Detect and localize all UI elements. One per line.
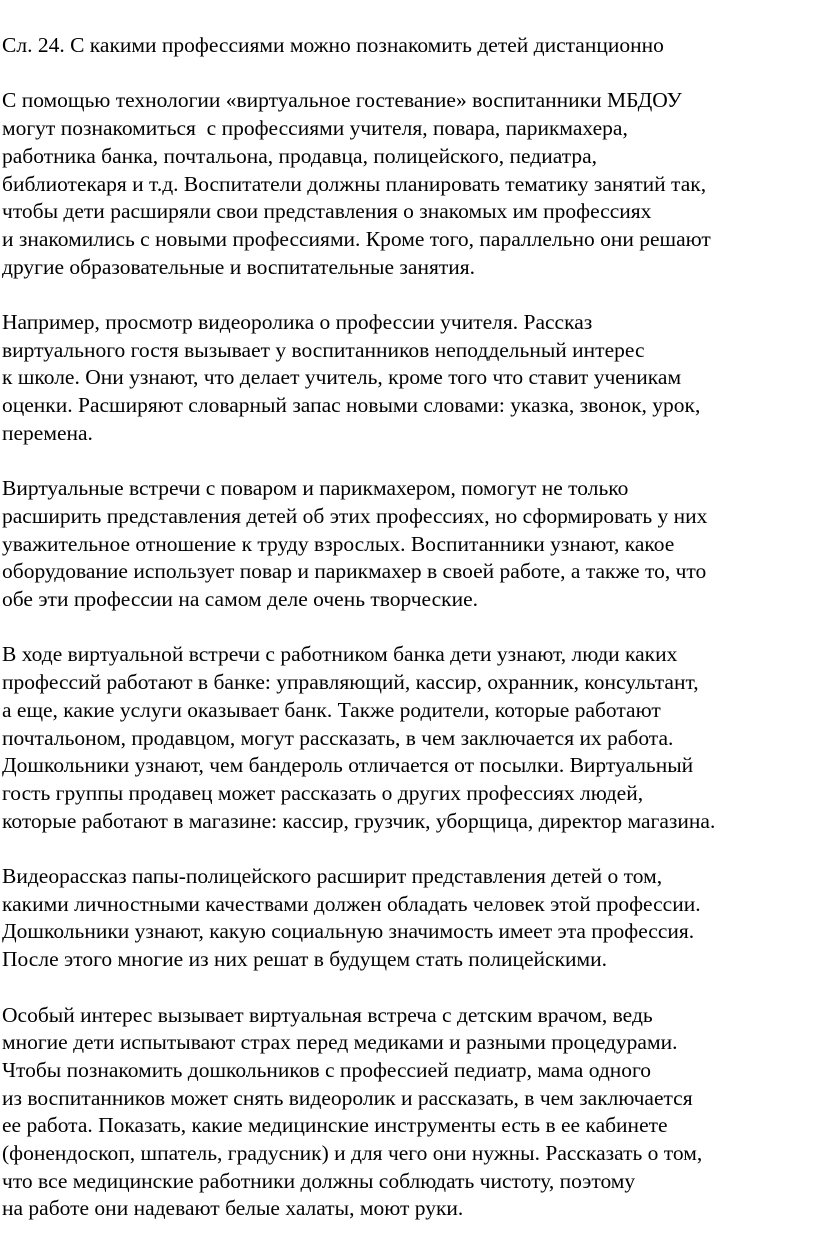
paragraph-intro xyxy=(2,87,816,281)
text-line: С помощью технологии «виртуальное гостевание» воспитанники МБДОУ xyxy=(2,88,682,113)
paragraph-gap xyxy=(2,60,816,88)
slide-title xyxy=(2,32,816,60)
paragraph-gap xyxy=(2,614,816,642)
text-line: какими личностными качествами должен обладать человек этой профессии. xyxy=(2,891,701,916)
paragraph-gap xyxy=(2,281,816,309)
text-line: библиотекаря и т.д. Воспитатели должны планировать тематику занятий так, xyxy=(2,171,707,196)
paragraph-gap xyxy=(2,974,816,1002)
text-line: уважительное отношение к труду взрослых. Воспитанники узнают, какое xyxy=(2,531,675,556)
text-line: работника банка, почтальона, продавца, полицейского, педиатра, xyxy=(2,143,598,168)
text-line: которые работают в магазине: кассир, грузчик, уборщица, директор магазина. xyxy=(2,808,716,833)
paragraph-gap xyxy=(2,448,816,476)
paragraph-bank xyxy=(2,641,816,835)
text-line: Чтобы познакомить дошкольников с профессией педиатр, мама одного xyxy=(2,1057,652,1082)
text-line: расширить представления детей об этих профессиях, но сформировать у них xyxy=(2,503,708,528)
text-line: профессий работают в банке: управляющий, кассир, охранник, консультант, xyxy=(2,670,699,695)
text-line: Дошкольники узнают, какую социальную значимость имеет эта профессия. xyxy=(2,919,695,944)
text-line: на работе они надевают белые халаты, моют руки. xyxy=(2,1196,464,1221)
text-line: оценки. Расширяют словарный запас новыми словами: указка, звонок, урок, xyxy=(2,393,701,418)
text-line: Например, просмотр видеоролика о профессии учителя. Рассказ xyxy=(2,310,593,334)
text-line: и знакомились с новыми профессиями. Кроме того, параллельно они решают xyxy=(2,226,711,251)
paragraph-gap xyxy=(2,835,816,863)
text-line: Видеорассказ папы-полицейского расширит представления детей о том, xyxy=(2,864,663,889)
text-line: гость группы продавец может рассказать о других профессиях людей, xyxy=(2,780,644,805)
text-line: Особый интерес вызывает виртуальная встреча с детским врачом, ведь xyxy=(2,1002,653,1027)
text-line: из воспитанников может снять видеоролик и рассказать, в чем заключается xyxy=(2,1085,693,1110)
text-line: Виртуальные встречи с поваром и парикмахером, помогут не только xyxy=(2,476,629,501)
text-line: обе эти профессии на самом деле очень творческие. xyxy=(2,587,479,612)
paragraph-teacher xyxy=(2,309,816,448)
text-line: (фонендоскоп, шпатель, градусник) и для чего они нужны. Рассказать о том, xyxy=(2,1141,703,1166)
text-line: ее работа. Показать, какие медицинские инструменты есть в ее кабинете xyxy=(2,1113,668,1138)
text-line: другие образовательные и воспитательные занятия. xyxy=(2,254,475,279)
paragraph-pediatrician xyxy=(2,1002,816,1224)
text-line: многие дети испытывают страх перед медиками и разными процедурами. xyxy=(2,1030,678,1055)
paragraph-police xyxy=(2,863,816,974)
text-line: могут познакомиться с профессиями учителя, повара, парикмахера, xyxy=(2,116,628,141)
text-line: Дошкольники узнают, чем бандероль отличается от посылки. Виртуальный xyxy=(2,753,694,778)
text-line: В ходе виртуальной встречи с работником банка дети узнают, люди каких xyxy=(2,642,678,667)
text-line: почтальоном, продавцом, могут рассказать, в чем заключается их работа. xyxy=(2,725,674,750)
text-line: а еще, какие услуги оказывает банк. Также родители, которые работают xyxy=(2,697,661,722)
text-line: оборудование использует повар и парикмахер в своей работе, а также то, что xyxy=(2,559,707,584)
text-line: После этого многие из них решат в будущем стать полицейскими. xyxy=(2,947,608,972)
paragraph-cook-hairdresser xyxy=(2,475,816,614)
text-line: перемена. xyxy=(2,420,93,445)
text-line: виртуального гостя вызывает у воспитанников неподдельный интерес xyxy=(2,337,645,362)
text-line: к школе. Они узнают, что делает учитель, кроме того что ставит ученикам xyxy=(2,365,682,390)
text-line: что все медицинские работники должны соблюдать чистоту, поэтому xyxy=(2,1168,636,1193)
text-line: чтобы дети расширяли свои представления о знакомых им профессиях xyxy=(2,199,652,224)
text-line: Сл. 24. С какими профессиями можно познакомить детей дистанционно xyxy=(2,33,664,57)
